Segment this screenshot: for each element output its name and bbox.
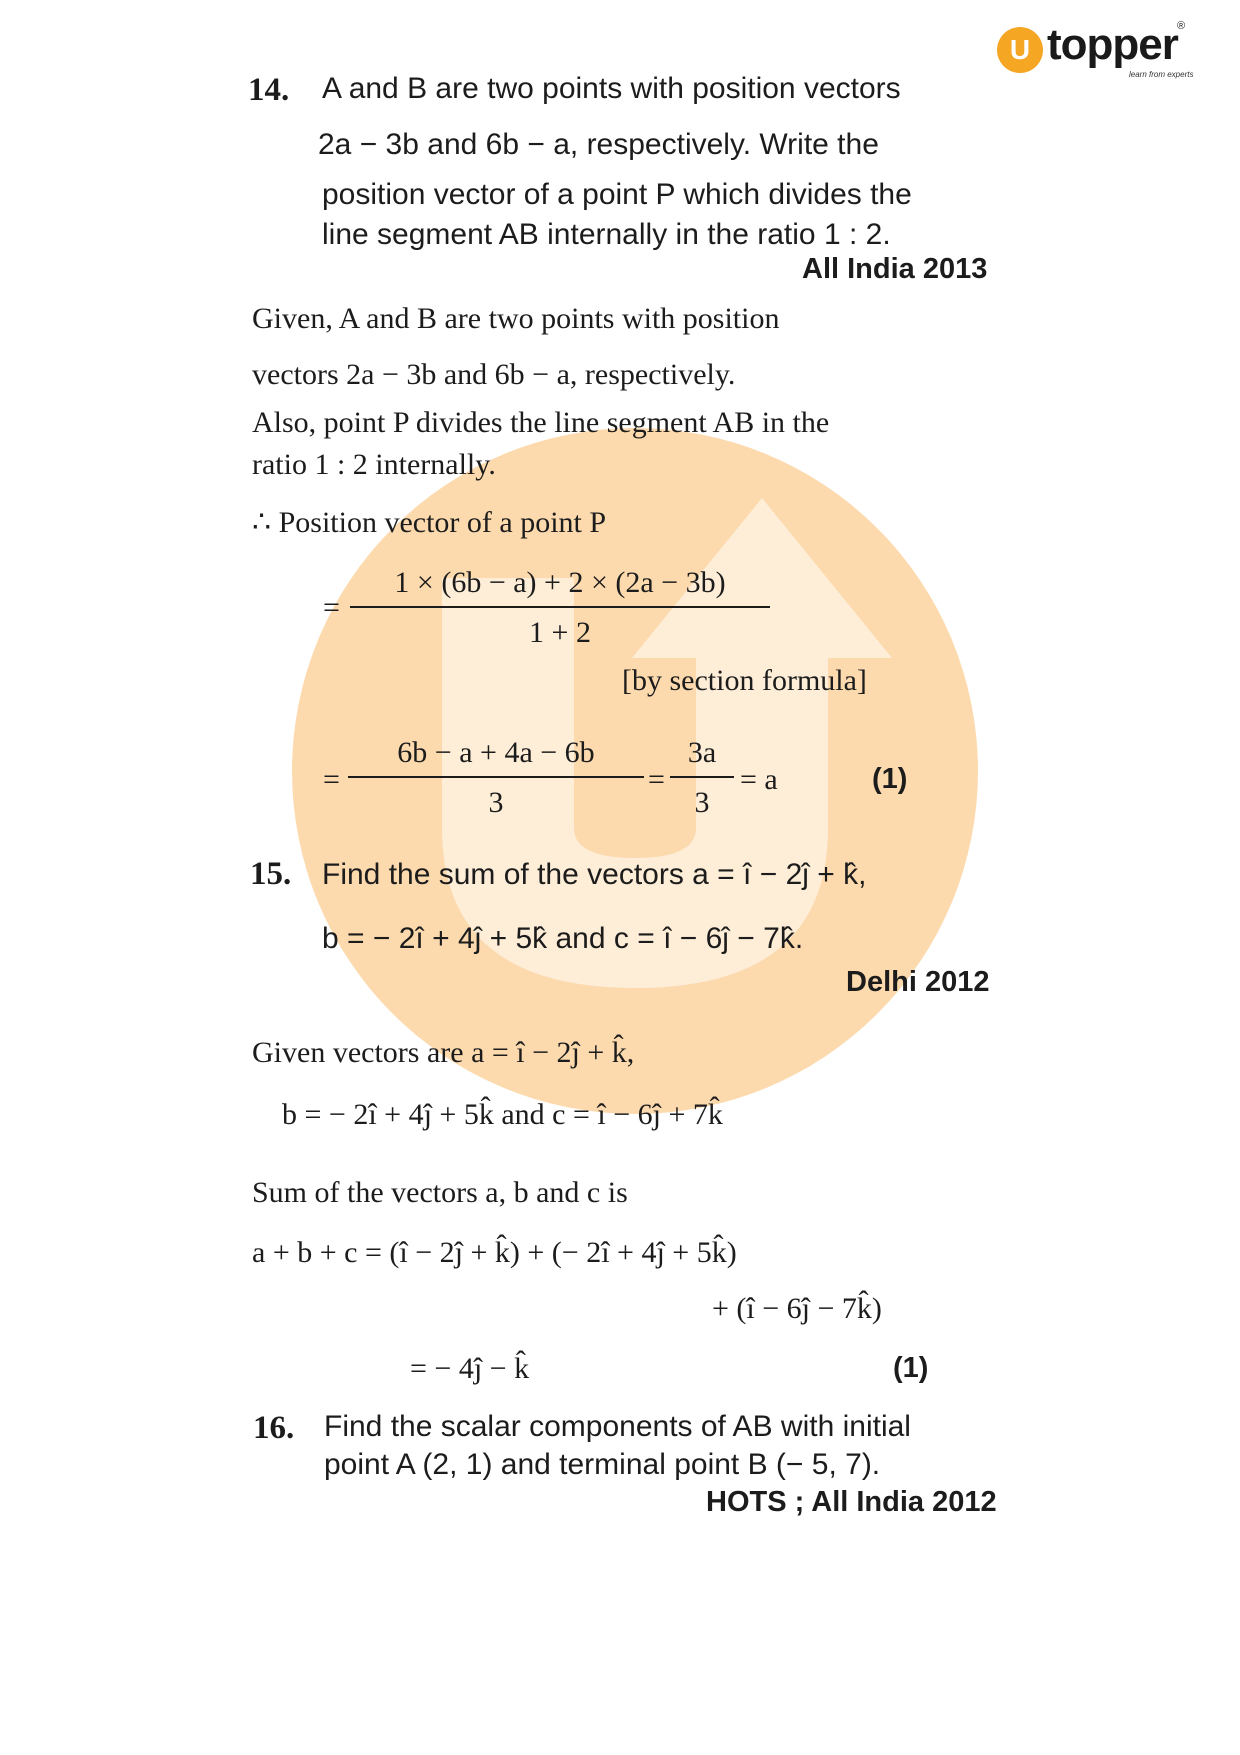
answer-14-line-2: vectors 2a − 3b and 6b − a, respectively. xyxy=(252,358,736,391)
answer-14-line-3: Also, point P divides the line segment AB in the xyxy=(252,406,830,439)
logo-badge-icon: U xyxy=(997,27,1043,73)
question-15-source: Delhi 2012 xyxy=(846,966,990,998)
answer-14-marks: (1) xyxy=(872,763,908,795)
question-16-source: HOTS ; All India 2012 xyxy=(706,1486,997,1518)
answer-14-result: = a xyxy=(740,763,778,796)
answer-15-line-5: + (î − 6ĵ − 7k̂) xyxy=(712,1292,882,1325)
reduced-fraction xyxy=(670,738,734,818)
answer-14-line-1: Given, A and B are two points with position xyxy=(252,302,780,335)
answer-15-result: = − 4ĵ − k̂ xyxy=(410,1352,530,1385)
question-15-number: 15. xyxy=(250,856,292,892)
equals-sign: = xyxy=(323,591,340,624)
question-16-line-2: point A (2, 1) and terminal point B (− 5, 7). xyxy=(324,1448,881,1481)
answer-15-marks: (1) xyxy=(893,1352,929,1384)
equals-sign: = xyxy=(648,763,665,796)
fraction-numerator: 6b − a + 4a − 6b xyxy=(397,736,595,769)
answer-15-line-1: Given vectors are a = î − 2ĵ + k̂, xyxy=(252,1036,635,1069)
question-14-number: 14. xyxy=(248,72,290,108)
section-formula-note: [by section formula] xyxy=(622,664,867,697)
question-14-source: All India 2013 xyxy=(802,253,988,285)
fraction-denominator: 3 xyxy=(694,786,710,819)
logo-name: topper xyxy=(1047,20,1178,69)
question-15-line-1: Find the sum of the vectors a = î − 2ĵ + k̂, xyxy=(322,858,867,891)
question-15-line-2: b = − 2î + 4ĵ + 5k̂ and c = î − 6ĵ − 7k̂. xyxy=(322,922,804,955)
equals-sign: = xyxy=(323,763,340,796)
topper-logo xyxy=(997,20,1197,86)
question-14-line-2: 2a − 3b and 6b − a, respectively. Write the xyxy=(318,128,879,161)
question-16-line-1: Find the scalar components of AB with initial xyxy=(324,1410,911,1443)
question-14-line-1: A and B are two points with position vectors xyxy=(322,72,901,105)
logo-tagline: learn from experts xyxy=(1129,70,1194,79)
section-formula-fraction xyxy=(350,568,770,648)
fraction-denominator: 1 + 2 xyxy=(529,616,591,649)
question-16-number: 16. xyxy=(253,1410,295,1446)
answer-14-line-4: ratio 1 : 2 internally. xyxy=(252,448,496,481)
question-14-line-4: line segment AB internally in the ratio 1 : 2. xyxy=(322,218,891,251)
fraction-numerator: 3a xyxy=(687,736,717,769)
answer-14-therefore: ∴ Position vector of a point P xyxy=(252,506,607,539)
simplified-fraction xyxy=(348,738,644,818)
fraction-numerator: 1 × (6b − a) + 2 × (2a − 3b) xyxy=(394,566,726,599)
answer-15-line-4: a + b + c = (î − 2ĵ + k̂) + (− 2î + 4ĵ + 5k̂) xyxy=(252,1236,737,1269)
fraction-denominator: 3 xyxy=(488,786,504,819)
answer-15-line-2: b = − 2î + 4ĵ + 5k̂ and c = î − 6ĵ + 7k̂ xyxy=(282,1098,723,1131)
registered-mark: ® xyxy=(1177,20,1186,32)
question-14-line-3: position vector of a point P which divides the xyxy=(322,178,912,211)
answer-15-line-3: Sum of the vectors a, b and c is xyxy=(252,1176,628,1209)
